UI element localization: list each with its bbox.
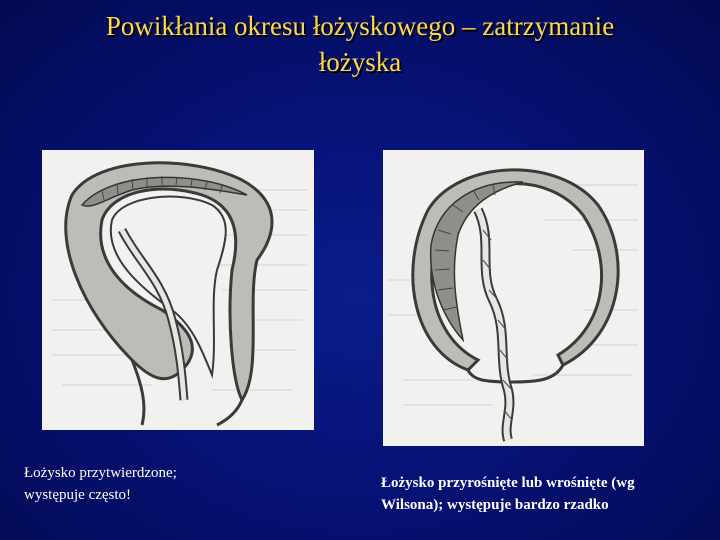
placenta-accreta-illustration-icon bbox=[383, 150, 644, 446]
right-caption-line-2: Wilsona); występuje bardzo rzadko bbox=[381, 497, 609, 513]
slide-title-line-1: Powikłania okresu łożyskowego – zatrzymanie bbox=[105, 11, 615, 41]
right-caption-line-1: Łożysko przyrośnięte lub wrośnięte (wg bbox=[381, 475, 635, 491]
slide-title-line-2: łożyska bbox=[318, 47, 402, 77]
placenta-adherent-illustration-icon bbox=[42, 150, 314, 430]
right-caption bbox=[381, 472, 701, 516]
left-caption-line-2: występuje często! bbox=[24, 487, 132, 503]
right-illustration-panel bbox=[383, 150, 644, 446]
slide-title bbox=[20, 8, 700, 80]
left-caption-line-1: Łożysko przytwierdzone; bbox=[24, 465, 177, 481]
left-illustration-panel bbox=[42, 150, 314, 430]
left-caption bbox=[24, 462, 324, 506]
